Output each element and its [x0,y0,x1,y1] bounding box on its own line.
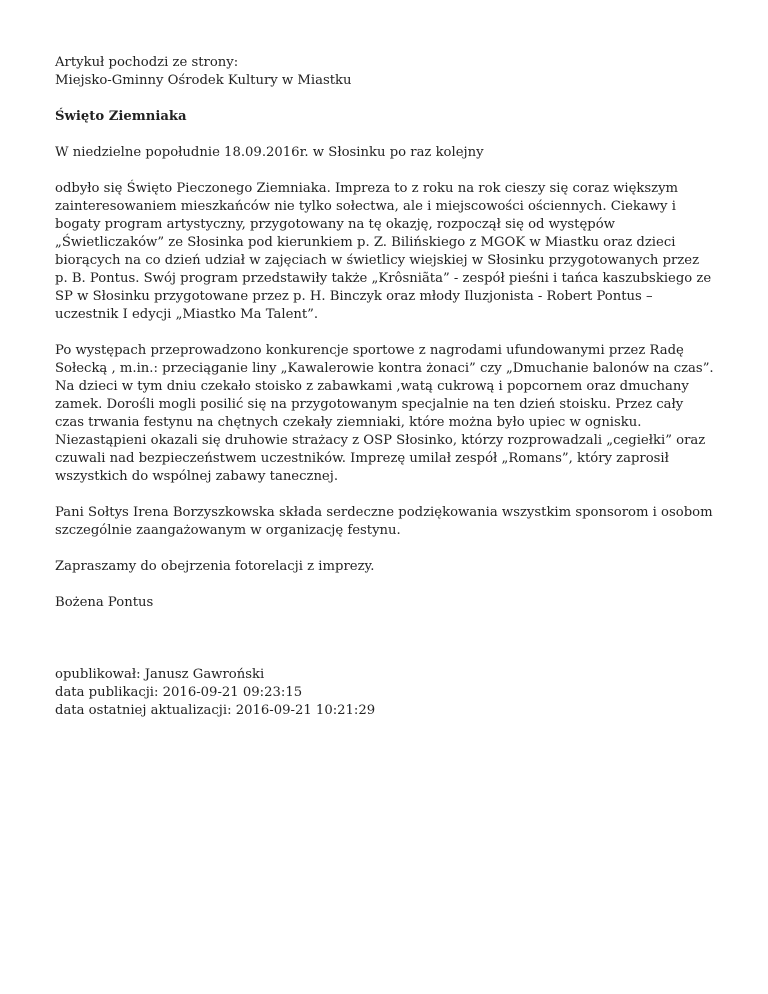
publication-meta [55,666,715,720]
meta-published-by: opublikował: Janusz Gawroński [55,667,265,682]
article-paragraph-thanks: Pani Sołtys Irena Borzyszkowska składa serdeczne podziękowania wszystkim sponsorom i osobom szczególnie zaangażowanym w organizację festynu. [55,505,713,538]
meta-updated-date: data ostatniej aktualizacji: 2016-09-21 10:21:29 [55,703,376,718]
article-title: Święto Ziemniaka [55,109,187,124]
article-paragraph-program: odbyło się Święto Pieczonego Ziemniaka. Impreza to z roku na rok cieszy się coraz większym zainteresowaniem mieszkańców nie tylko sołectwa, ale i miejscowości ościennych. Ciekawy i bogaty program artystyczny, przygotowany na tę okazję, rozpoczął się od występów „Świetliczaków” ze Słosinka pod kierunkiem p. Z. Bilińskiego z MGOK w Miastku oraz dzieci biorących na co dzień udział w zajęciach w świetlicy wiejskiej w Słosinku przygotowanych przez p. B. Pontus. Swój program przedstawiły także „Krôsniãta” - zespół pieśni i tańca kaszubskiego ze SP w Słosinku przygotowane przez p. H. Binczyk oraz młody Iluzjonista - Robert Pontus –uczestnik I edycji „Miastko Ma Talent”. [55,181,712,322]
source-label: Artykuł pochodzi ze strony: [55,55,239,70]
document-page [55,54,715,720]
article-paragraph-intro: W niedzielne popołudnie 18.09.2016r. w Słosinku po raz kolejny [55,145,484,160]
source-name: Miejsko-Gminny Ośrodek Kultury w Miastku [55,73,352,88]
source-header [55,54,715,90]
article-author: Bożena Pontus [55,595,154,610]
meta-published-date: data publikacji: 2016-09-21 09:23:15 [55,685,303,700]
article-paragraph-invitation: Zapraszamy do obejrzenia fotorelacji z imprezy. [55,559,375,574]
article-paragraph-competitions: Po występach przeprowadzono konkurencje sportowe z nagrodami ufundowanymi przez Radę Sołecką , m.in.: przeciąganie liny „Kawalerowie kontra żonaci” czy „Dmuchanie balonów na czas”. Na dzieci w tym dniu czekało stoisko z zabawkami ,watą cukrową i popcornem oraz dmuchany zamek. Dorośli mogli posilić się na przygotowanym specjalnie na ten dzień stoisku. Przez cały czas trwania festynu na chętnych czekały ziemniaki, które można było upiec w ognisku. Niezastąpieni okazali się druhowie strażacy z OSP Słosinko, którzy rozprowadzali „cegiełki” oraz czuwali nad bezpieczeństwem uczestników. Imprezę umilał zespół „Romans”, który zaprosił wszystkich do wspólnej zabawy tanecznej. [55,343,714,484]
article-body [55,144,715,612]
